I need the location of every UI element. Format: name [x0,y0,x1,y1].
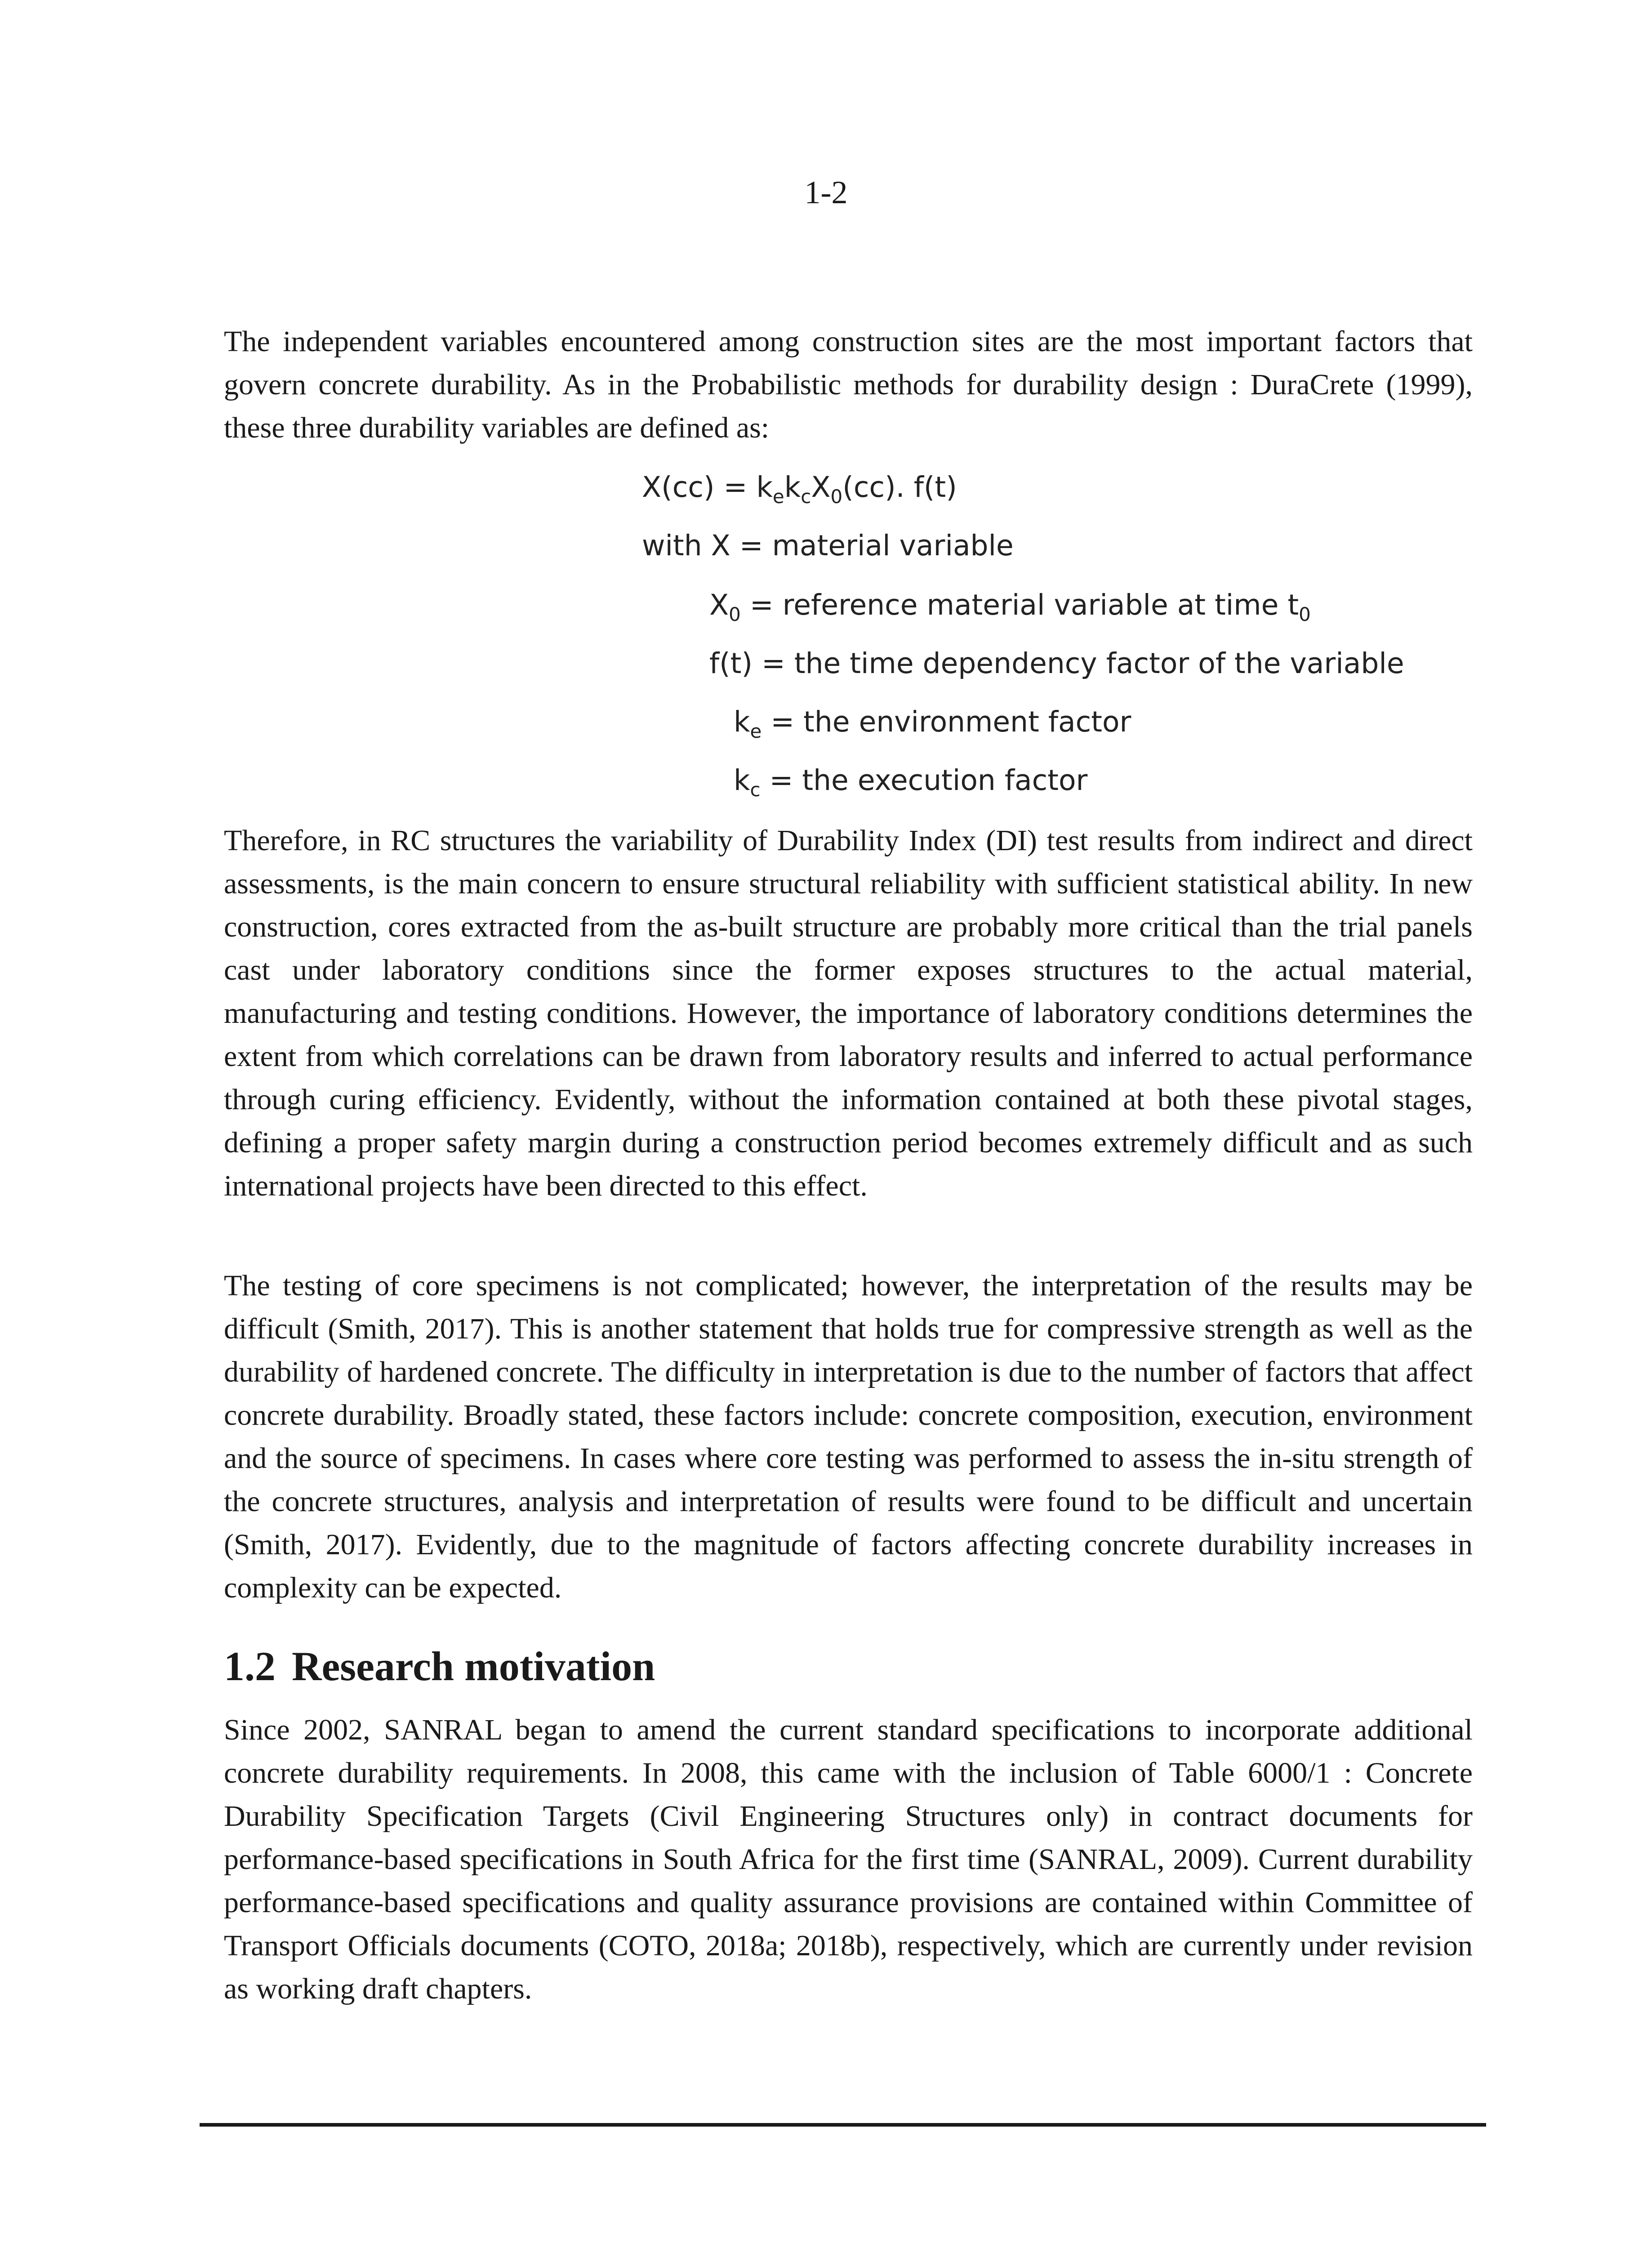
section-number: 1.2 [224,1643,276,1689]
def-ke-subscript: e [750,720,762,742]
equation-sub-c: c [801,486,811,508]
section-heading [224,1643,655,1689]
equation-k2: k [784,471,801,504]
equation-x: X [811,471,831,504]
equation-k1: k [756,471,773,504]
def-x0-t-subscript: 0 [1299,603,1311,625]
section-title: Research motivation [292,1643,655,1689]
def-x0-subscript: 0 [729,603,741,625]
page-number: 1-2 [804,174,848,210]
equation-def-x0 [709,589,1311,625]
paragraph-intro: The independent variables encountered among construction sites are the most important factors that govern concrete durability. As in the Probabilistic methods for durability design : DuraCrete (1999), these three durability variables are defined as: [224,325,1473,444]
def-ke-symbol: k [734,705,750,738]
equation-def-kc [734,764,1088,801]
paragraph-motivation: Since 2002, SANRAL began to amend the current standard specifications to incorporate additional concrete durability requirements. In 2008, this came with the inclusion of Table 6000/1 : Concrete Durability Specification Targets (Civil Engineering Structures only) in contract documents for performance-based specifications in South Africa for the first time (SANRAL, 2009). Current durability performance-based specifications and quality assurance provisions are contained within Committee of Transport Officials documents (COTO, 2018a; 2018b), respectively, which are currently under revision as working draft chapters. [224,1713,1473,2005]
equation-def-ke [734,705,1131,742]
equation-sub-e: e [772,486,784,508]
def-x0-text: = reference material variable at time t [740,589,1299,621]
equation-main [642,471,957,508]
paragraph-therefore: Therefore, in RC structures the variability of Durability Index (DI) test results from indirect and direct assessments, is the main concern to ensure structural reliability with sufficient statistical ability. In new construction, cores extracted from the as-built structure are probably more critical than the trial panels cast under laboratory conditions since the former exposes structures to the actual material, manufacturing and testing conditions. However, the importance of laboratory conditions determines the extent from which correlations can be drawn from laboratory results and inferred to actual performance through curing efficiency. Evidently, without the information contained at both these pivotal stages, defining a proper safety margin during a construction period becomes extremely difficult and as such international projects have been directed to this effect. [224,824,1473,1202]
def-kc-text: = the execution factor [760,764,1088,797]
def-kc-symbol: k [734,764,750,797]
footer-rule [200,2123,1486,2127]
def-x0-symbol: X [709,589,729,621]
equation-def-x: with X = material variable [642,529,1014,562]
def-kc-subscript: c [750,779,761,801]
equation-sub-0: 0 [830,486,843,508]
def-ke-text: = the environment factor [761,705,1131,738]
equation-def-ft: f(t) = the time dependency factor of the variable [709,647,1404,680]
equation-lhs: X(cc) = [642,471,757,504]
paragraph-testing: The testing of core specimens is not complicated; however, the interpretation of the results may be difficult (Smith, 2017). This is another statement that holds true for compressive strength as well as the durability of hardened concrete. The difficulty in interpretation is due to the number of factors that affect concrete durability. Broadly stated, these factors include: concrete composition, execution, environment and the source of specimens. In cases where core testing was performed to assess the in-situ strength of the concrete structures, analysis and interpretation of results were found to be difficult and uncertain (Smith, 2017). Evidently, due to the magnitude of factors affecting concrete durability increases in complexity can be expected. [224,1269,1473,1604]
equation-tail: (cc). f(t) [842,471,957,504]
